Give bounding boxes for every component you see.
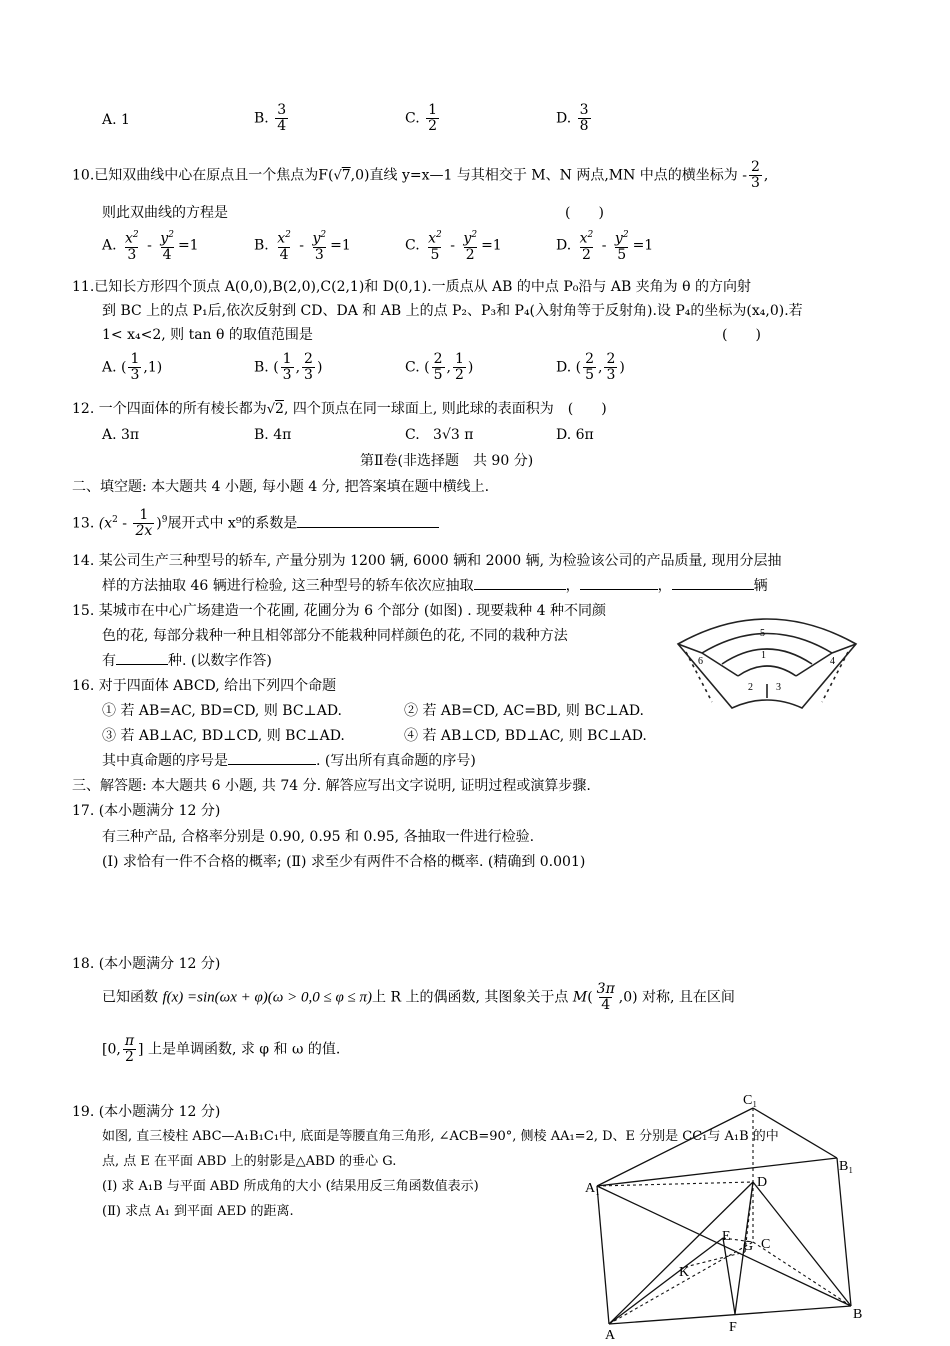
label-c1: C₁ bbox=[743, 1093, 758, 1108]
q14-blank-3[interactable] bbox=[672, 589, 754, 590]
section3-heading: 三、解答题: 本大题共 6 小题, 共 74 分. 解答应写出文字说明, 证明过程或演算步骤. bbox=[72, 778, 591, 794]
part2-title: 第Ⅱ卷(非选择题 共 90 分) bbox=[360, 453, 534, 469]
q10-option: A. $\frac{x^2}{3}$ - $\frac{y^2}{4}$ =1 bbox=[102, 230, 199, 263]
q17-line2: (Ⅰ) 求恰有一件不合格的概率; (Ⅱ) 求至少有两件不合格的概率. (精确到 0.001) bbox=[102, 854, 586, 870]
q16-answer-blank[interactable] bbox=[228, 764, 316, 765]
label-c: C bbox=[761, 1237, 771, 1252]
region-1-label: 1 bbox=[761, 650, 766, 661]
label-f: F bbox=[729, 1320, 737, 1335]
q16-prop-1: ① 若 AB=AC, BD=CD, 则 BC⊥AD. bbox=[102, 703, 342, 719]
q15-line1: 15. 某城市在中心广场建造一个花圃, 花圃分为 6 个部分 (如图) . 现要栽种 4 种不同颜 bbox=[72, 603, 606, 619]
region-6-label: 6 bbox=[698, 656, 703, 667]
label-a: A bbox=[605, 1328, 616, 1342]
q19-head: 19. (本小题满分 12 分) bbox=[72, 1104, 221, 1120]
label-e: E bbox=[722, 1229, 731, 1244]
q14-blank-2[interactable] bbox=[580, 589, 658, 590]
q16-prop-4: ④ 若 AB⊥CD, BD⊥AC, 则 BC⊥AD. bbox=[404, 728, 647, 744]
q16-prop-3: ③ 若 AB⊥AC, BD⊥CD, 则 BC⊥AD. bbox=[102, 728, 345, 744]
q14-line2: 样的方法抽取 46 辆进行检验, 这三种型号的轿车依次应抽取 ， ， 辆 bbox=[102, 578, 768, 594]
q19-line3: (Ⅰ) 求 A₁B 与平面 ABD 所成角的大小 (结果用反三角函数值表示) bbox=[102, 1179, 479, 1194]
q18-line1: 已知函数 f(x) =sin(ωx + φ)(ω > 0,0 ≤ φ ≤ π)上 R 上的偶函数, 其图象关于点 M( $\frac{3\pi}{4}$ ,0) 对称, 且在区间 bbox=[102, 981, 735, 1013]
q11-line1: 11.已知长方形四个顶点 A(0,0),B(2,0),C(2,1)和 D(0,1).一质点从 AB 的中点 P₀沿与 AB 夹角为 θ 的方向射 bbox=[72, 279, 752, 295]
region-4-label: 4 bbox=[830, 656, 835, 667]
q14-blank-1[interactable] bbox=[474, 589, 566, 590]
label-g: G bbox=[743, 1239, 754, 1254]
garden-diagram bbox=[672, 612, 862, 722]
q10-option: B. $\frac{x^2}{4}$ - $\frac{y^2}{3}$ =1 bbox=[254, 230, 351, 263]
q10-paren: ( ) bbox=[565, 205, 604, 221]
q16-line1: 16. 对于四面体 ABCD, 给出下列四个命题 bbox=[72, 678, 337, 694]
q19-line4: (Ⅱ) 求点 A₁ 到平面 AED 的距离. bbox=[102, 1204, 294, 1219]
region-5-label: 5 bbox=[760, 628, 765, 639]
q10-option: D. $\frac{x^2}{2}$ - $\frac{y^2}{5}$ =1 bbox=[556, 230, 654, 263]
label-d: D bbox=[757, 1175, 768, 1190]
q11-line3: 1< x₄<2, 则 tan θ 的取值范围是 bbox=[102, 327, 313, 343]
q17-head: 17. (本小题满分 12 分) bbox=[72, 803, 221, 819]
q19-line2: 点, 点 E 在平面 ABD 上的射影是△ABD 的垂心 G. bbox=[102, 1154, 397, 1169]
region-2-label: 2 bbox=[748, 682, 753, 693]
section2-heading: 二、填空题: 本大题共 4 小题, 每小题 4 分, 把答案填在题中横线上. bbox=[72, 479, 490, 495]
q14-line1: 14. 某公司生产三种型号的轿车, 产量分别为 1200 辆, 6000 辆和 2000 辆, 为检验该公司的产品质量, 现用分层抽 bbox=[72, 553, 782, 569]
label-k: K bbox=[679, 1265, 690, 1280]
region-3-label: 3 bbox=[776, 682, 781, 693]
q15-line3: 有 种. (以数字作答) bbox=[102, 653, 272, 669]
q10-option: C. $\frac{x^2}{5}$ - $\frac{y^2}{2}$ =1 bbox=[405, 230, 502, 263]
q15-line2: 色的花, 每部分栽种一种且相邻部分不能栽种同样颜色的花, 不同的栽种方法 bbox=[102, 628, 568, 644]
q16-line4: 其中真命题的序号是 . (写出所有真命题的序号) bbox=[102, 753, 476, 769]
q13-answer-blank[interactable] bbox=[297, 527, 439, 528]
q11-line2: 到 BC 上的点 P₁后,依次反射到 CD、DA 和 AB 上的点 P₂、P₃和 P₄(入射角等于反射角).设 P₄的坐标为(x₄,0).若 bbox=[102, 303, 803, 319]
q11-paren: ( ) bbox=[722, 327, 761, 343]
q17-line1: 有三种产品, 合格率分别是 0.90, 0.95 和 0.95, 各抽取一件进行检验. bbox=[102, 829, 535, 845]
q15-answer-blank[interactable] bbox=[116, 664, 168, 665]
q18-line2: [0, $\frac{\pi}{2}$ ] 上是单调函数, 求 φ 和 ω 的值. bbox=[102, 1033, 341, 1065]
q16-prop-2: ② 若 AB=CD, AC=BD, 则 BC⊥AD. bbox=[404, 703, 644, 719]
q10-stem: 10.已知双曲线中心在原点且一个焦点为F(√7,0)直线 y=x—1 与其相交于 M、N 两点,MN 中点的横坐标为 - $\frac{2}{3}$ , bbox=[72, 159, 769, 191]
q10-line2: 则此双曲线的方程是 bbox=[102, 205, 228, 221]
q18-head: 18. (本小题满分 12 分) bbox=[72, 956, 221, 972]
label-b1: B₁ bbox=[839, 1159, 854, 1174]
label-a1: A₁ bbox=[585, 1181, 600, 1196]
q19-line1: 如图, 直三棱柱 ABC—A₁B₁C₁中, 底面是等腰直角三角形, ∠ACB=90°, 侧棱 AA₁=2, D、E 分别是 CC₁与 A₁B 的中 bbox=[102, 1129, 779, 1144]
prism-diagram bbox=[585, 1092, 885, 1342]
label-b: B bbox=[853, 1307, 863, 1322]
q12-stem: 12. 一个四面体的所有棱长都为√2, 四个顶点在同一球面上, 则此球的表面积为 ( ) bbox=[72, 401, 607, 417]
q13: 13. ($x^2$ - $\frac{1}{2x}$ )$^9$展开式中 x⁹的系数是 bbox=[72, 508, 439, 539]
